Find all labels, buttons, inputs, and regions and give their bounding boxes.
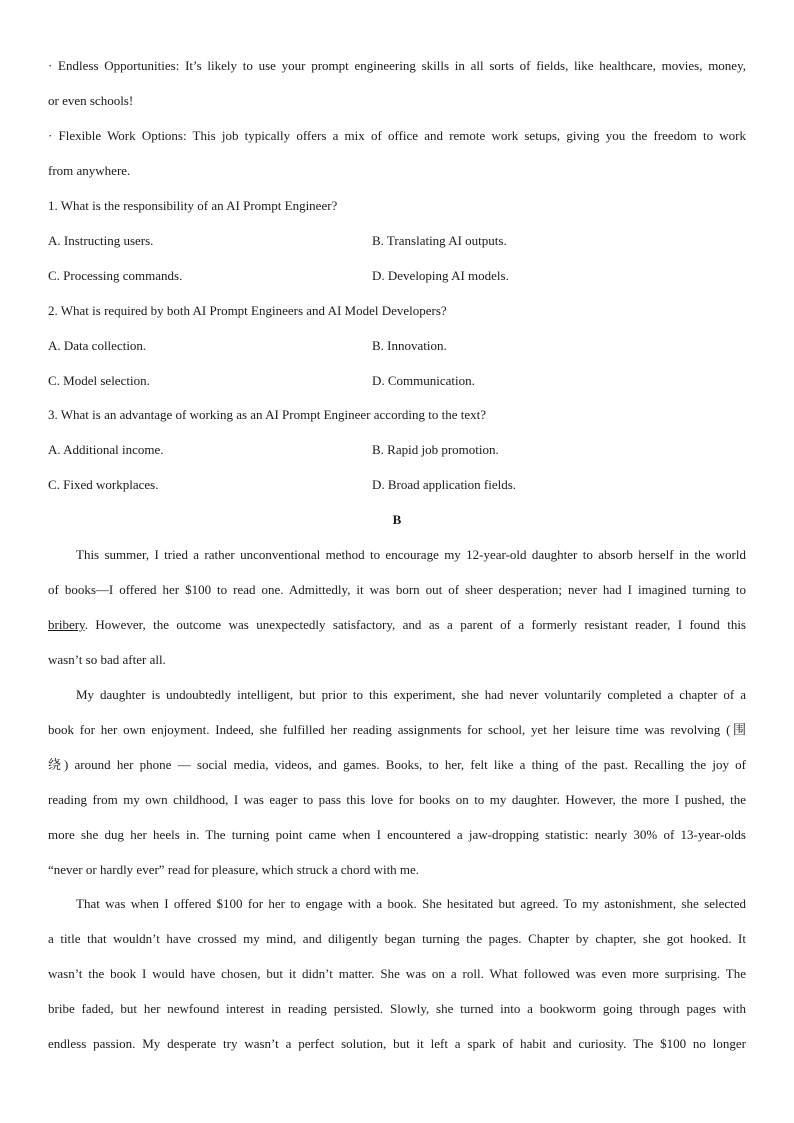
passage-b-p2-line-3: 绕) around her phone — social media, videos, and games. Books, to her, felt like a thing of the past. Recalling the joy of	[48, 757, 746, 772]
question-2-option-a[interactable]: A. Data collection.	[48, 338, 147, 353]
benefit-flexible-work-line-2: from anywhere.	[48, 163, 131, 178]
passage-b-p2-line-5: more she dug her heels in. The turning point came when I encountered a jaw-dropping statistic: nearly 30% of 13-year-olds	[48, 827, 746, 842]
benefit-endless-opportunities-line-2: or even schools!	[48, 93, 134, 108]
passage-b-p1-line-4: wasn’t so bad after all.	[48, 652, 166, 667]
passage-b-p1-line-3	[48, 616, 746, 634]
section-b-heading: B	[392, 512, 402, 527]
question-3-stem: 3. What is an advantage of working as an AI Prompt Engineer according to the text?	[48, 407, 487, 422]
question-1-option-c[interactable]: C. Processing commands.	[48, 268, 183, 283]
question-3-option-a[interactable]: A. Additional income.	[48, 442, 164, 457]
passage-b-p3-line-1: That was when I offered $100 for her to engage with a book. She hesitated but agreed. To my astonishment, she selected	[76, 896, 746, 911]
passage-b-p2-line-1: My daughter is undoubtedly intelligent, but prior to this experiment, she had never voluntarily completed a chapter of a	[76, 687, 746, 702]
passage-b-p1-line-3-rest: . However, the outcome was unexpectedly satisfactory, and as a parent of a formerly resistant reader, I found this	[84, 617, 746, 632]
passage-b-p3-line-4: bribe faded, but her newfound interest in reading persisted. Slowly, she turned into a bookworm going through pages with	[48, 1001, 746, 1016]
question-2-stem: 2. What is required by both AI Prompt Engineers and AI Model Developers?	[48, 303, 447, 318]
question-3-option-d[interactable]: D. Broad application fields.	[372, 477, 517, 492]
question-3-option-b[interactable]: B. Rapid job promotion.	[372, 442, 499, 457]
benefit-flexible-work-line-1: · Flexible Work Options: This job typically offers a mix of office and remote work setups, giving you the freedom to work	[48, 128, 746, 143]
question-1-option-b[interactable]: B. Translating AI outputs.	[372, 233, 507, 248]
passage-b-p3-line-3: wasn’t the book I would have chosen, but it didn’t matter. She was on a roll. What followed was even more surprising. The	[48, 966, 746, 981]
benefit-endless-opportunities-line-1: · Endless Opportunities: It’s likely to use your prompt engineering skills in all sorts of fields, like healthcare, movies, money,	[48, 58, 746, 73]
passage-b-p2-line-2: book for her own enjoyment. Indeed, she fulfilled her reading assignments for school, yet her leisure time was revolving (围	[48, 722, 746, 737]
passage-b-p1-line-2: of books—I offered her $100 to read one. Admittedly, it was born out of sheer desperation; never had I imagined turning to	[48, 582, 746, 597]
question-1-option-a[interactable]: A. Instructing users.	[48, 233, 154, 248]
question-3-option-c[interactable]: C. Fixed workplaces.	[48, 477, 159, 492]
question-1-stem: 1. What is the responsibility of an AI Prompt Engineer?	[48, 198, 338, 213]
passage-b-p3-line-5: endless passion. My desperate try wasn’t a perfect solution, but it left a spark of habit and curiosity. The $100 no longer	[48, 1036, 746, 1051]
passage-b-p2-line-6: “never or hardly ever” read for pleasure, which struck a chord with me.	[48, 862, 420, 877]
question-2-option-b[interactable]: B. Innovation.	[372, 338, 447, 353]
passage-b-p1-line-1: This summer, I tried a rather unconventional method to encourage my 12-year-old daughter to absorb herself in the world	[76, 547, 746, 562]
underlined-word-bribery: bribery	[48, 617, 85, 632]
question-2-option-c[interactable]: C. Model selection.	[48, 373, 150, 388]
question-1-option-d[interactable]: D. Developing AI models.	[372, 268, 509, 283]
question-2-option-d[interactable]: D. Communication.	[372, 373, 475, 388]
passage-b-p3-line-2: a title that wouldn’t have crossed my mind, and diligently began turning the pages. Chapter by chapter, she got hooked. It	[48, 931, 746, 946]
passage-b-p2-line-4: reading from my own childhood, I was eager to pass this love for books on to my daughter. However, the more I pushed, the	[48, 792, 746, 807]
